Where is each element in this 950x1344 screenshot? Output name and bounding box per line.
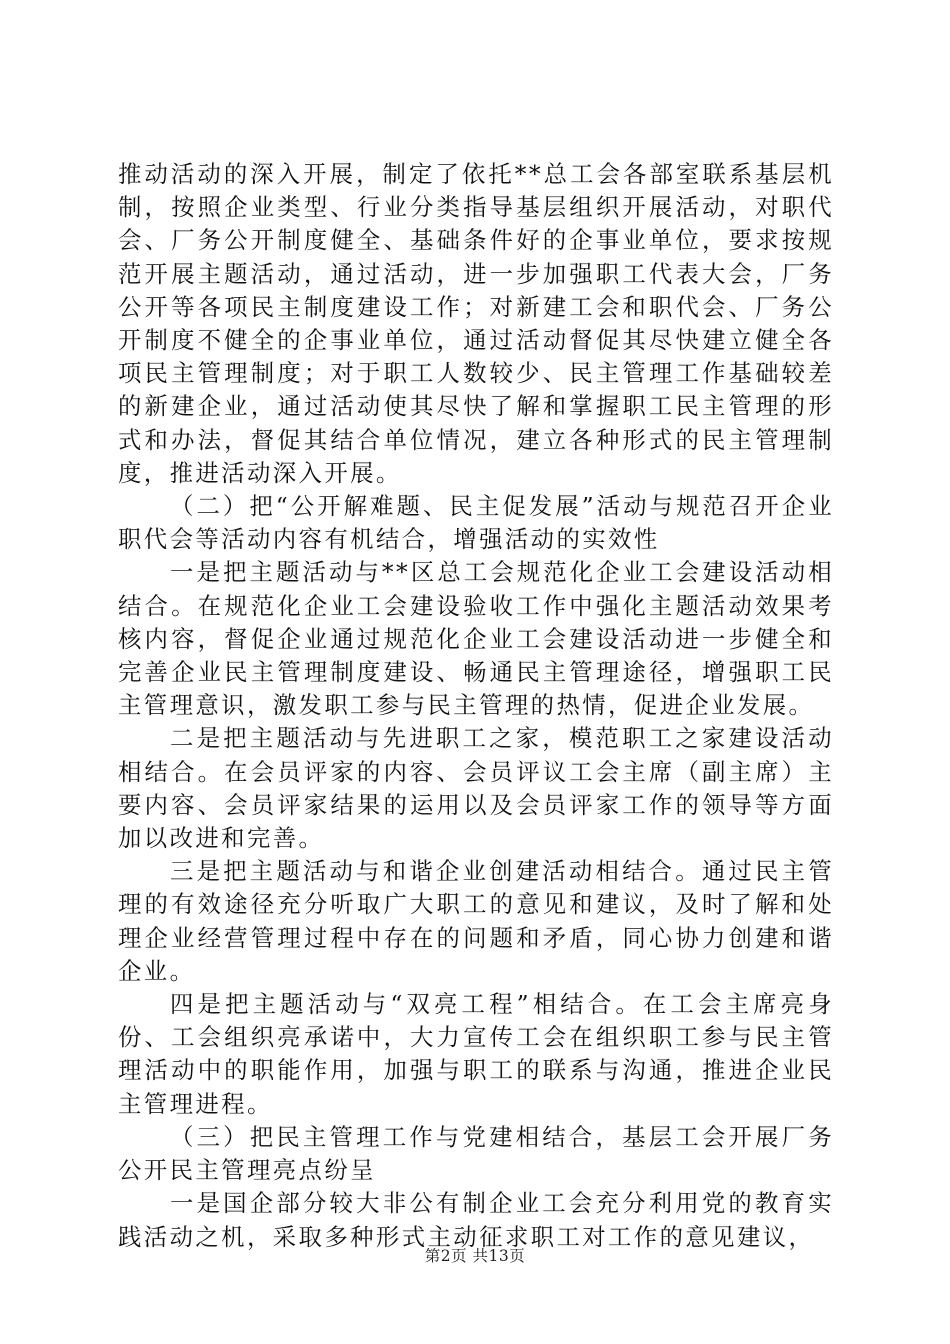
paragraph-point-1-section-3: 一是国企部分较大非公有制企业工会充分利用党的教育实践活动之机，采取多种形式主动征求职工对工作的意见建议， bbox=[118, 1189, 834, 1251]
paragraph-continuation: 推动活动的深入开展，制定了依托**总工会各部室联系基层机制，按照企业类型、行业分类指导基层组织开展活动，对职代会、厂务公开制度健全、基础条件好的企事业单位，要求按规范开展主题活动，通过活动，进一步加强职工代表大会，厂务公开等各项民主制度建设工作；对新建工会和职代会、厂务公开制度不健全的企事业单位，通过活动督促其尽快建立健全各项民主管理制度；对于职工人数较少、民主管理工作基础较差的新建企业，通过活动使其尽快了解和掌握职工民主管理的形式和办法，督促其结合单位情况，建立各种形式的民主管理制度，推进活动深入开展。 bbox=[118, 160, 834, 487]
paragraph-point-2: 二是把主题活动与先进职工之家，模范职工之家建设活动相结合。在会员评家的内容、会员评议工会主席（副主席）主要内容、会员评家结果的运用以及会员评家工作的领导等方面加以改进和完善。 bbox=[118, 724, 834, 853]
paragraph-point-1: 一是把主题活动与**区总工会规范化企业工会建设活动相结合。在规范化企业工会建设验收工作中强化主题活动效果考核内容，督促企业通过规范化企业工会建设活动进一步健全和完善企业民主管理制度建设、畅通民主管理途径，增强职工民主管理意识，激发职工参与民主管理的热情，促进企业发展。 bbox=[118, 558, 834, 720]
paragraph-point-4: 四是把主题活动与“双亮工程”相结合。在工会主席亮身份、工会组织亮承诺中，大力宣传工会在组织职工参与民主管理活动中的职能作用，加强与职工的联系与沟通，推进企业民主管理进程。 bbox=[118, 990, 834, 1118]
section-heading-2: （二）把“公开解难题、民主促发展”活动与规范召开企业职代会等活动内容有机结合，增强活动的实效性 bbox=[118, 492, 834, 554]
section-heading-3: （三）把民主管理工作与党建相结合，基层工会开展厂务公开民主管理亮点纷呈 bbox=[118, 1122, 834, 1185]
document-body bbox=[118, 158, 834, 1254]
page-footer: 第2页 共13页 bbox=[424, 1247, 526, 1265]
paragraph-point-3: 三是把主题活动与和谐企业创建活动相结合。通过民主管理的有效途径充分听取广大职工的意见和建议，及时了解和处理企业经营管理过程中存在的问题和矛盾，同心协力创建和谐企业。 bbox=[118, 857, 834, 985]
